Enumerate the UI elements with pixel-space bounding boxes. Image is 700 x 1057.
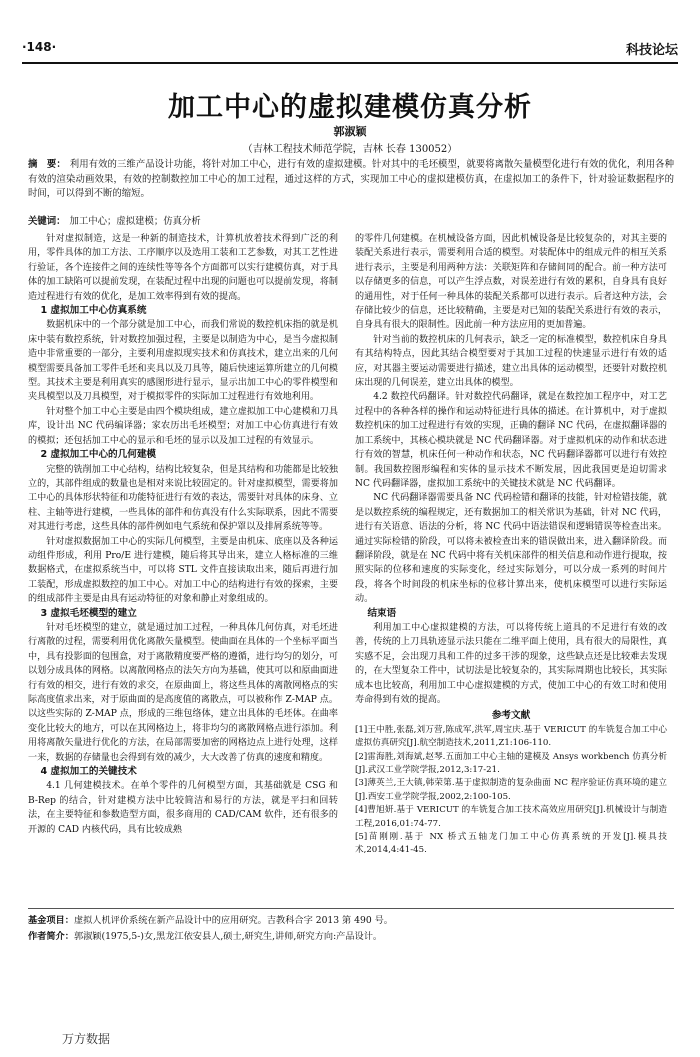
body-column-right [355, 232, 667, 907]
paragraph: 针对虚拟数据加工中心的实际几何模型，主要是由机床、底座以及各种运动组件形成，利用 Pro/E 进行建模，随后将其导出来，建立人格标准的三维数据格式，在虚拟系统当中，可以将 STL 文件直接读取出来，随后再进行加工装配，形成虚拟数控的加工中心。对加工中心的结构进行有效的探索，主要的组成部件主要是由具有运动特征的对象和静止对象组成的。 [28, 536, 338, 605]
paper-title: 加工中心的虚拟建模仿真分析 [168, 92, 532, 123]
header-rule [22, 62, 678, 64]
author-bio [28, 929, 674, 945]
section-heading: 3 虚拟毛坯模型的建立 [40, 607, 137, 619]
author-bio-label: 作者简介： [28, 931, 74, 942]
fund-text: 虚拟人机评价系统在新产品设计中的应用研究。吉教科合字 2013 第 490 号。 [73, 915, 393, 926]
page-number: ·148· [22, 40, 57, 54]
abstract-text: 利用有效的三维产品设计功能，将针对加工中心，进行有效的虚拟建模。针对其中的毛坯模型，就要将离散矢量模型化进行有效的优化，利用各种有效的渲染动画效果，有效的控制数控加工中心的加工过程，通过这样的方式，实现加工中心的虚拟建模仿真，在虚拟加工的条件下，针对验证数据程序的时间，可以得到不断的缩短。 [28, 159, 674, 199]
section-heading: 4 虚拟加工的关键技术 [40, 766, 137, 778]
paragraph: 针对虚拟制造，这是一种新的制造技术，计算机放着技术得到广泛的利用，零件具体的加工方法、工序顺序以及选用工装和工艺参数，对其工艺性进行验证，各个连接件之间的连续性等等各个方面都可以实行建模仿真，对于具体的加工缺陷可以提前发现，在装配过程中出现的问题也可以提前发现，将制造过程进行有效的优化，是加工效率得到有效的提高。 [28, 234, 338, 302]
body-column-left [28, 232, 338, 907]
paragraph: NC 代码翻译器需要具备 NC 代码检错和翻译的技能，针对检错技能，就是以数控系统的编程规定，还有数据加工的相关常识为基础，针对 NC 代码，进行有关语意、语法的分析，将 NC 代码中语法错误和逻辑错误等检查出来。通过实际检错的阶段，可以将未被检查出来的错误做出来，进入翻译阶段。而翻译阶段，就是在 NC 代码中将有关机床部件的相关信息和动作进行提取，按照实际的位移和速度的实际变化，经过实际划分，可以分成一系列的时间片段，将各个时间段的机床坐标的位移计算出来，使机床模型可以进行实际运动。 [355, 493, 667, 605]
author-affiliation: （吉林工程技术师范学院，吉林 长春 130052） [242, 144, 458, 155]
paragraph: 利用加工中心虚拟建模的方法，可以将传统上道具的不足进行有效的改善，传统的上刀具轨迹显示法只能在二维平面上使用，具有很大的局限性，真实感不足，会出现刀具和工件的过多干涉的现象，这些缺点还是比较难去发现的，在大型复杂工件中，试切法是比较复杂的，其实际周期也比较长，其实际成本也比较高，利用加工中心虚拟建模的方式，使加工中心的有效工时和使用寿命得到有效的提高。 [355, 622, 667, 705]
paragraph: 完整的铣削加工中心结构，结构比较复杂，但是其结构和功能都是比较独立的，其部件组成的数量也是相对来说比较固定的。针对虚拟模型，需要将加工中心的具体形状特征和功能特征进行有效的表达，需要针对具体的床身、立柱、主轴等进行建模，一些具体的部件和仿真没有什么实际联系，因此不需要对其进行考虑，这些具体的部件例如电气系统和保护罩以及排屑系统等等。 [28, 464, 338, 533]
keywords-text: 加工中心；虚拟建模；仿真分析 [69, 216, 201, 227]
abstract [28, 158, 674, 202]
section-heading: 1 虚拟加工中心仿真系统 [40, 305, 147, 317]
reference-list [355, 724, 667, 858]
section-heading: 结束语 [367, 607, 397, 619]
reference-item: [3]薄英兰,王大镇,韩荣第.基于虚拟制造的复杂曲面 NC 程序验证仿真环境的建立[J].西安工业学院学报,2002,2:100-105. [355, 778, 667, 802]
paragraph: 数据机床中的一个部分就是加工中心，而我们常说的数控机床指的就是机床中装有数控系统，针对数控加强过程，主要是以制造为中心，是当今虚拟制造中非常重要的一部分，主要利用虚拟现实技术和仿真技术，建立出来的几何模型需要具备加工零件毛坯和夹具以及刀具等，随后快速运算所建立的几何模型。其技术主要是利用真实的感图形进行显示，显示出加工中心的零件模型和夹具模型以及刀具模型，对于模拟零件的实际加工过程进行有效地利用。 [28, 320, 338, 403]
paragraph: 针对整个加工中心主要是由四个模块组成，建立虚拟加工中心建模和刀具库，设计出 NC 代码编译器；家农历出毛坯模型；对加工中心仿真进行有效的模拟；还包括加工中心的显示和毛坯的显示以及加工过程的有效显示。 [28, 406, 338, 446]
reference-item: [1]王中胜,张磊,刘万营,陈成军,洪军,周宝庆.基于 VERICUT 的车铣复合加工中心虚拟仿真研究[J].航空制造技术,2011,Z1:106-110. [355, 724, 667, 749]
reference-item: [2]雷海胜,刘海斌,赵琴.五面加工中心主轴的建模及 Ansys workbench 仿真分析[J].武汉工业学院学报,2012,3:17-21. [355, 751, 667, 776]
section-heading: 2 虚拟加工中心的几何建模 [40, 449, 157, 461]
paragraph: 针对毛坯模型的建立，就是通过加工过程，一种具体几何仿真，对毛坯进行离散的过程，需要利用优化离散矢量模型。使曲面在具体的一个坐标平面当中，具有投影面的包围盒，对于离散精度要严格的遵循，进行均匀的划分，可以划分成具体的网格。以离散网格点的法矢方向为基础，使其可以和原曲面进行有效的相交，进行有效的求交，在原曲面上，将这些具体的离散网格点的实际高度值求出来，对于原曲面的是高度值的离散点，可以被称作 Z-MAP 点。以这些实际的 Z-MAP 点，形成的三维包络体，建立出具体的毛坯体。在曲率变化比较大的地方，可以在其网格边上，将非均匀的离散网格点进行添加。利用将离散矢量进行优化的方法，在局部需要加密的网格边点上进行处理，这样一来，数据的存储量也会得到有效的减少，大大改善了仿真的速度和精度。 [28, 622, 338, 763]
fund-label: 基金项目： [28, 915, 74, 926]
footnotes [28, 913, 674, 945]
keywords-label: 关键词： [28, 216, 66, 227]
paragraph: 4.1 几何建模技术。在单个零件的几何模型方面，其基础就是 CSG 和 B-Rep 的结合，针对建模方法中比较简洁和易行的方法，就是平扫和回转法，在主要特征和参数造型方面，很多商用的 CAD/CAM 软件，还有很多的开源的 CAD 内核代码，具有比较成熟 [28, 781, 338, 835]
author-name: 郭淑颖 [333, 125, 367, 138]
section-heading: 参考文献 [491, 710, 531, 722]
reference-item: [5]苗刚刚.基于 NX 桥式五轴龙门加工中心仿真系统的开发[J].模具技术,2014,4:41-45. [355, 832, 667, 856]
fund-note [28, 913, 674, 929]
paragraph: 针对当前的数控机床的几何表示，缺乏一定的标准模型，数控机床自身具有其结构特点，因此其结合模型要对于其加工过程的快速显示进行有效的适应，对其器主要运动需要进行描述，建立出具体的运动模型，还要针对数控机床出现的几何误差，建立出具体的模型。 [355, 334, 667, 389]
page-header [22, 38, 678, 58]
abstract-label: 摘 要： [28, 159, 66, 170]
footnote-rule [28, 908, 674, 909]
paragraph: 4.2 数控代码翻译。针对数控代码翻译，就是在数控加工程序中，对工艺过程中的各种各样的操作和运动特征进行具体的描述。在计算机中，对于虚拟数控机床的加工过程进行有效的实现，正确的翻译 NC 代码，在虚拟翻译器的加工系统中，其核心模块就是 NC 代码翻译器。对于虚拟机床的动作和状态进行有效的智慧，机床任何一种动作和状态，NC 代码翻译器都可以进行有效控制。我国数控图形编程和实体的显示技术不断发展，因此我国更是迫切需求 NC 代码翻译器，虚拟加工系统中的关键技术就是 NC 代码翻译。 [355, 392, 667, 489]
journal-section: 科技论坛 [625, 43, 678, 58]
paragraph: 的零件几何建模。在机械设备方面，因此机械设备是比较复杂的，对其主要的装配关系进行表示，需要利用合适的模型。对装配体中的组成元件的相互关系进行表示，主要是利用两种方法：关联矩阵和存储间同的配合。前一种方法可以存储更多的信息，可以产生浮点数，对误差进行有效的累积，自身具有良好的通用性，对于任何一种具体的装配关系都可以进行表示。后者这种方法，会存储比较少的信息，还比较精确，主要是对已知的装配关系进行有效的表示，自身具有很大的限制性。因此前一种方法应用的更加普遍。 [355, 234, 667, 331]
reference-item: [4]曹旭妍.基于 VERICUT 的车铣复合加工技术高效应用研究[J].机械设计与制造工程,2016,01:74-77. [355, 805, 667, 829]
keywords [28, 215, 674, 229]
author-bio-text: 郭淑颖(1975,5-)女,黑龙江依安县人,硕士,研究生,讲师,研究方向:产品设计。 [73, 931, 383, 942]
watermark: 万方数据 [62, 1032, 111, 1046]
